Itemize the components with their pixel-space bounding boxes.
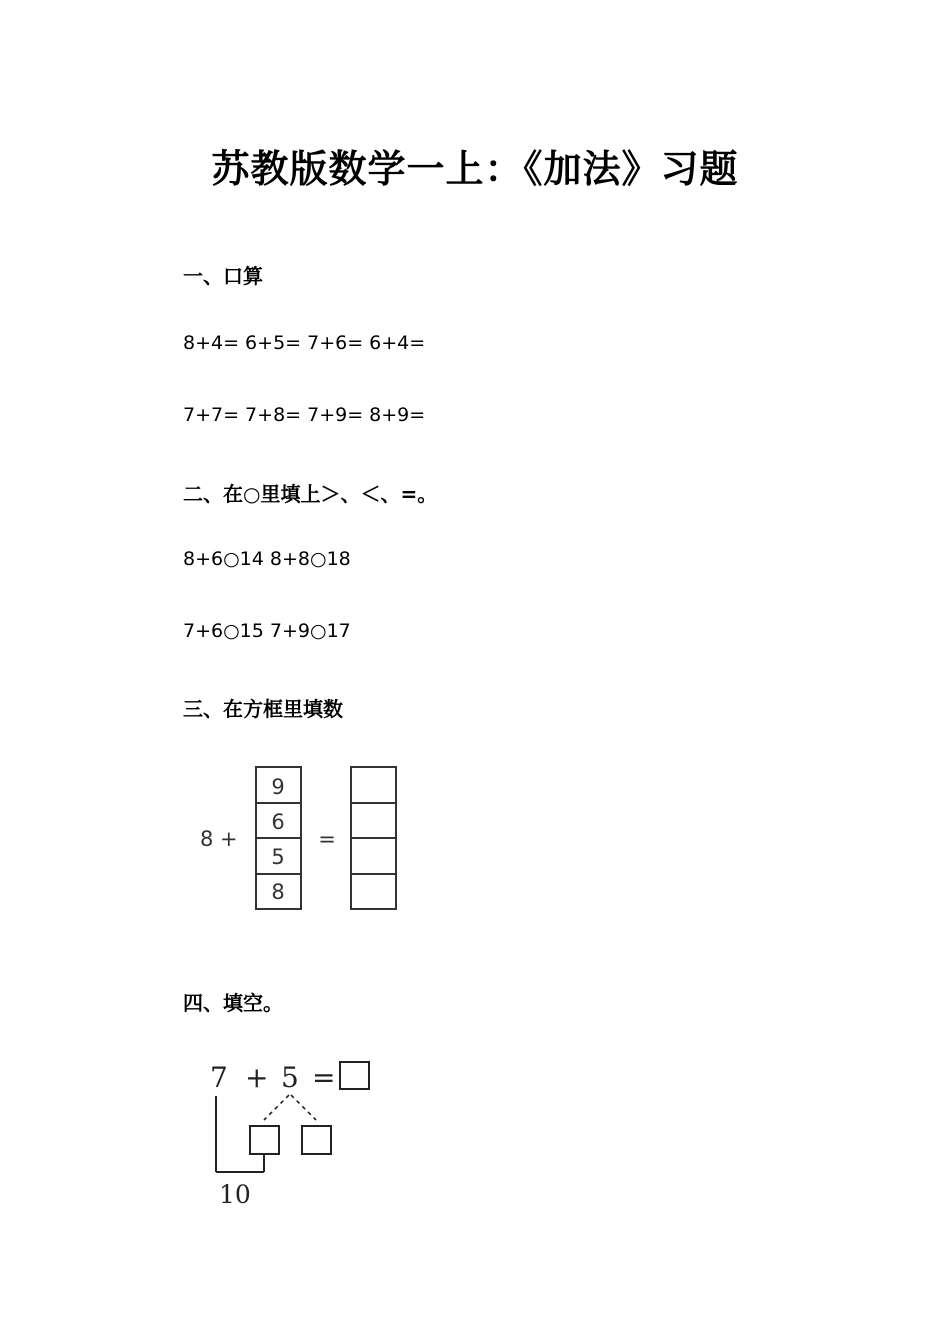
section-1-line-2: 7+7= 7+8= 7+9= 8+9=	[183, 404, 426, 426]
section-2-heading: 二、在○里填上＞、＜、=。	[183, 482, 438, 506]
make-ten-ten: 10	[219, 1180, 251, 1209]
section-2-line-2: 7+6○15 7+9○17	[183, 620, 351, 642]
make-ten-op: +	[245, 1061, 269, 1094]
make-ten-eq: =	[312, 1061, 336, 1094]
addend-cell-2: 6	[271, 810, 285, 834]
figure-equals: =	[318, 827, 336, 851]
addend-cell-1: 9	[271, 775, 285, 799]
section-1-line-1: 8+4= 6+5= 7+6= 6+4=	[183, 332, 426, 354]
addend-column-box	[256, 767, 301, 909]
make-ten-answer-box[interactable]	[340, 1062, 369, 1089]
section-3-heading: 三、在方框里填数	[183, 697, 343, 721]
page-title: 苏教版数学一上：《加法》习题	[211, 147, 739, 191]
section-1-heading: 一、口算	[183, 264, 263, 288]
make-ten-b: 5	[281, 1061, 299, 1094]
addend-cell-4: 8	[271, 880, 285, 904]
make-ten-a: 7	[210, 1061, 228, 1094]
answer-column-box[interactable]	[351, 767, 396, 909]
split-box-right[interactable]	[302, 1126, 331, 1154]
split-box-left[interactable]	[250, 1126, 279, 1154]
addend-cell-3: 5	[271, 845, 285, 869]
figure-prefix: 8 +	[200, 827, 238, 851]
section-4-heading: 四、填空。	[183, 991, 283, 1015]
section-2-line-1: 8+6○14 8+8○18	[183, 548, 351, 570]
